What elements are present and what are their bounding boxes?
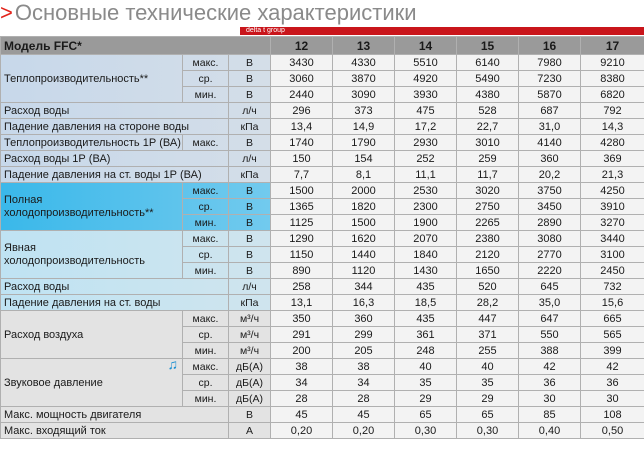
music-note-icon: ♫: [167, 358, 178, 372]
value-cell: 528: [457, 103, 519, 119]
table-row: [1, 135, 644, 151]
value-cell: 3750: [519, 183, 581, 199]
value-cell: 7230: [519, 71, 581, 87]
value-cell: 15,6: [581, 295, 644, 311]
table-row: [1, 167, 644, 183]
row-unit: В: [229, 135, 271, 151]
value-cell: 3080: [519, 231, 581, 247]
row-unit: м³/ч: [229, 311, 271, 327]
value-cell: 29: [457, 391, 519, 407]
value-cell: 361: [395, 327, 457, 343]
value-cell: 35: [457, 375, 519, 391]
row-label-text: Расход воздуха: [4, 328, 84, 341]
value-cell: 259: [457, 151, 519, 167]
value-cell: 36: [519, 375, 581, 391]
title-text: Основные технические характеристики: [14, 0, 417, 25]
value-cell: 38: [271, 359, 333, 375]
value-cell: 38: [333, 359, 395, 375]
row-label: [1, 359, 183, 407]
value-cell: 42: [519, 359, 581, 375]
value-cell: 1620: [333, 231, 395, 247]
value-cell: 4250: [581, 183, 644, 199]
page-title: [0, 0, 644, 26]
value-cell: 550: [519, 327, 581, 343]
value-cell: 687: [519, 103, 581, 119]
value-cell: 291: [271, 327, 333, 343]
value-cell: 13,4: [271, 119, 333, 135]
value-cell: 1365: [271, 199, 333, 215]
value-cell: 3910: [581, 199, 644, 215]
model-col-header: 17: [581, 37, 644, 55]
value-cell: 65: [395, 407, 457, 423]
value-cell: 2380: [457, 231, 519, 247]
row-unit: м³/ч: [229, 327, 271, 343]
value-cell: 7980: [519, 55, 581, 71]
row-label: Падение давления на стороне воды: [1, 119, 229, 135]
value-cell: 34: [271, 375, 333, 391]
value-cell: 1500: [271, 183, 333, 199]
value-cell: 373: [333, 103, 395, 119]
value-cell: 4280: [581, 135, 644, 151]
value-cell: 0,40: [519, 423, 581, 439]
model-col-header: 12: [271, 37, 333, 55]
row-unit: кПа: [229, 167, 271, 183]
row-label-text: Теплопроизводительность**: [4, 72, 149, 85]
value-cell: 2440: [271, 87, 333, 103]
value-cell: 2300: [395, 199, 457, 215]
row-unit: дБ(А): [229, 359, 271, 375]
value-cell: 360: [519, 151, 581, 167]
value-cell: 3270: [581, 215, 644, 231]
value-cell: 1290: [271, 231, 333, 247]
value-cell: 299: [333, 327, 395, 343]
table-row: [1, 359, 644, 375]
row-level: макс.: [183, 183, 229, 199]
row-unit: кПа: [229, 119, 271, 135]
row-unit: В: [229, 183, 271, 199]
value-cell: 565: [581, 327, 644, 343]
row-label: Макс. входящий ток: [1, 423, 229, 439]
value-cell: 475: [395, 103, 457, 119]
value-cell: 1500: [333, 215, 395, 231]
row-unit: В: [229, 407, 271, 423]
value-cell: 150: [271, 151, 333, 167]
value-cell: 1430: [395, 263, 457, 279]
value-cell: 9210: [581, 55, 644, 71]
value-cell: 1900: [395, 215, 457, 231]
table-row: [1, 407, 644, 423]
row-unit: л/ч: [229, 103, 271, 119]
value-cell: 3010: [457, 135, 519, 151]
value-cell: 890: [271, 263, 333, 279]
value-cell: 792: [581, 103, 644, 119]
value-cell: 45: [333, 407, 395, 423]
value-cell: 45: [271, 407, 333, 423]
value-cell: 28: [271, 391, 333, 407]
value-cell: 388: [519, 343, 581, 359]
row-level: ср.: [183, 199, 229, 215]
value-cell: 248: [395, 343, 457, 359]
value-cell: 645: [519, 279, 581, 295]
value-cell: 1125: [271, 215, 333, 231]
value-cell: 3440: [581, 231, 644, 247]
value-cell: 0,20: [333, 423, 395, 439]
value-cell: 399: [581, 343, 644, 359]
row-label: Падение давления на ст. воды: [1, 295, 229, 311]
value-cell: 108: [581, 407, 644, 423]
value-cell: 28,2: [457, 295, 519, 311]
value-cell: 0,50: [581, 423, 644, 439]
value-cell: 350: [271, 311, 333, 327]
value-cell: 2930: [395, 135, 457, 151]
value-cell: 3100: [581, 247, 644, 263]
value-cell: 40: [457, 359, 519, 375]
row-unit: кПа: [229, 295, 271, 311]
value-cell: 2450: [581, 263, 644, 279]
value-cell: 371: [457, 327, 519, 343]
table-row: [1, 279, 644, 295]
value-cell: 0,30: [457, 423, 519, 439]
model-col-header: 13: [333, 37, 395, 55]
value-cell: 65: [457, 407, 519, 423]
row-level: ср.: [183, 247, 229, 263]
row-label: [1, 183, 183, 231]
value-cell: 7,7: [271, 167, 333, 183]
value-cell: 2000: [333, 183, 395, 199]
table-row: [1, 295, 644, 311]
value-cell: 435: [395, 279, 457, 295]
value-cell: 0,30: [395, 423, 457, 439]
value-cell: 1440: [333, 247, 395, 263]
value-cell: 1650: [457, 263, 519, 279]
specs-table: [0, 36, 644, 439]
value-cell: 2750: [457, 199, 519, 215]
value-cell: 40: [395, 359, 457, 375]
value-cell: 2070: [395, 231, 457, 247]
row-unit: В: [229, 199, 271, 215]
value-cell: 14,9: [333, 119, 395, 135]
value-cell: 2265: [457, 215, 519, 231]
brand-label: delta t group: [246, 27, 285, 34]
row-level: макс.: [183, 359, 229, 375]
row-unit: В: [229, 247, 271, 263]
row-unit: В: [229, 87, 271, 103]
value-cell: 255: [457, 343, 519, 359]
row-label: Расход воды: [1, 279, 229, 295]
value-cell: 732: [581, 279, 644, 295]
value-cell: 22,7: [457, 119, 519, 135]
row-unit: л/ч: [229, 279, 271, 295]
row-label: Расход воды: [1, 103, 229, 119]
value-cell: 5870: [519, 87, 581, 103]
value-cell: 4330: [333, 55, 395, 71]
row-unit: А: [229, 423, 271, 439]
row-level: мин.: [183, 343, 229, 359]
row-level: мин.: [183, 263, 229, 279]
model-col-header: 16: [519, 37, 581, 55]
value-cell: 30: [519, 391, 581, 407]
row-level: макс.: [183, 231, 229, 247]
value-cell: 21,3: [581, 167, 644, 183]
value-cell: 665: [581, 311, 644, 327]
row-level: мин.: [183, 391, 229, 407]
brand-bar: [240, 27, 644, 35]
row-level: макс.: [183, 135, 229, 151]
row-label: [1, 55, 183, 103]
row-level: мин.: [183, 87, 229, 103]
table-row: [1, 183, 644, 199]
value-cell: 8380: [581, 71, 644, 87]
row-level: ср.: [183, 71, 229, 87]
row-label: Расход воды 1Р (ВА): [1, 151, 229, 167]
row-label-text: Звуковое давление: [4, 376, 103, 389]
value-cell: 2770: [519, 247, 581, 263]
row-unit: В: [229, 231, 271, 247]
value-cell: 3450: [519, 199, 581, 215]
row-label: [1, 231, 183, 279]
table-row: [1, 151, 644, 167]
value-cell: 1150: [271, 247, 333, 263]
value-cell: 16,3: [333, 295, 395, 311]
value-cell: 35: [395, 375, 457, 391]
value-cell: 647: [519, 311, 581, 327]
value-cell: 28: [333, 391, 395, 407]
value-cell: 4140: [519, 135, 581, 151]
value-cell: 2890: [519, 215, 581, 231]
row-unit: В: [229, 55, 271, 71]
value-cell: 3930: [395, 87, 457, 103]
value-cell: 1840: [395, 247, 457, 263]
value-cell: 6140: [457, 55, 519, 71]
value-cell: 11,1: [395, 167, 457, 183]
value-cell: 5510: [395, 55, 457, 71]
value-cell: 35,0: [519, 295, 581, 311]
value-cell: 447: [457, 311, 519, 327]
value-cell: 344: [333, 279, 395, 295]
table-row: [1, 119, 644, 135]
value-cell: 4920: [395, 71, 457, 87]
table-row: [1, 231, 644, 247]
table-row: [1, 103, 644, 119]
value-cell: 17,2: [395, 119, 457, 135]
model-label: Модель FFC*: [1, 37, 271, 55]
table-row: [1, 311, 644, 327]
row-level: макс.: [183, 311, 229, 327]
value-cell: 14,3: [581, 119, 644, 135]
value-cell: 29: [395, 391, 457, 407]
row-label: Теплопроизводительность 1Р (ВА): [1, 135, 183, 151]
row-unit: дБ(А): [229, 391, 271, 407]
value-cell: 1120: [333, 263, 395, 279]
row-level: ср.: [183, 375, 229, 391]
value-cell: 3090: [333, 87, 395, 103]
value-cell: 205: [333, 343, 395, 359]
value-cell: 3430: [271, 55, 333, 71]
value-cell: 18,5: [395, 295, 457, 311]
row-unit: дБ(А): [229, 375, 271, 391]
row-level: мин.: [183, 215, 229, 231]
value-cell: 252: [395, 151, 457, 167]
value-cell: 11,7: [457, 167, 519, 183]
value-cell: 8,1: [333, 167, 395, 183]
row-unit: В: [229, 263, 271, 279]
table-header-row: [1, 37, 644, 55]
row-level: ср.: [183, 327, 229, 343]
row-label: [1, 311, 183, 359]
row-unit: л/ч: [229, 151, 271, 167]
value-cell: 200: [271, 343, 333, 359]
value-cell: 154: [333, 151, 395, 167]
value-cell: 258: [271, 279, 333, 295]
value-cell: 42: [581, 359, 644, 375]
value-cell: 5490: [457, 71, 519, 87]
row-label-text: Полная холодопроизводительность**: [4, 193, 154, 219]
value-cell: 2220: [519, 263, 581, 279]
row-level: макс.: [183, 55, 229, 71]
row-unit: В: [229, 215, 271, 231]
row-unit: В: [229, 71, 271, 87]
value-cell: 2530: [395, 183, 457, 199]
value-cell: 6820: [581, 87, 644, 103]
value-cell: 31,0: [519, 119, 581, 135]
value-cell: 3870: [333, 71, 395, 87]
value-cell: 296: [271, 103, 333, 119]
value-cell: 2120: [457, 247, 519, 263]
value-cell: 0,20: [271, 423, 333, 439]
value-cell: 4380: [457, 87, 519, 103]
table-row: [1, 423, 644, 439]
model-col-header: 15: [457, 37, 519, 55]
value-cell: 1740: [271, 135, 333, 151]
value-cell: 20,2: [519, 167, 581, 183]
value-cell: 1790: [333, 135, 395, 151]
value-cell: 360: [333, 311, 395, 327]
value-cell: 13,1: [271, 295, 333, 311]
value-cell: 34: [333, 375, 395, 391]
row-label: Падение давления на ст. воды 1Р (ВА): [1, 167, 229, 183]
value-cell: 1820: [333, 199, 395, 215]
title-arrow: >: [0, 0, 13, 25]
value-cell: 3060: [271, 71, 333, 87]
model-col-header: 14: [395, 37, 457, 55]
value-cell: 435: [395, 311, 457, 327]
row-unit: м³/ч: [229, 343, 271, 359]
value-cell: 369: [581, 151, 644, 167]
value-cell: 36: [581, 375, 644, 391]
value-cell: 85: [519, 407, 581, 423]
table-row: [1, 55, 644, 71]
value-cell: 3020: [457, 183, 519, 199]
value-cell: 520: [457, 279, 519, 295]
row-label-text: Явная холодопроизводительность: [4, 241, 146, 267]
value-cell: 30: [581, 391, 644, 407]
row-label: Макс. мощность двигателя: [1, 407, 229, 423]
